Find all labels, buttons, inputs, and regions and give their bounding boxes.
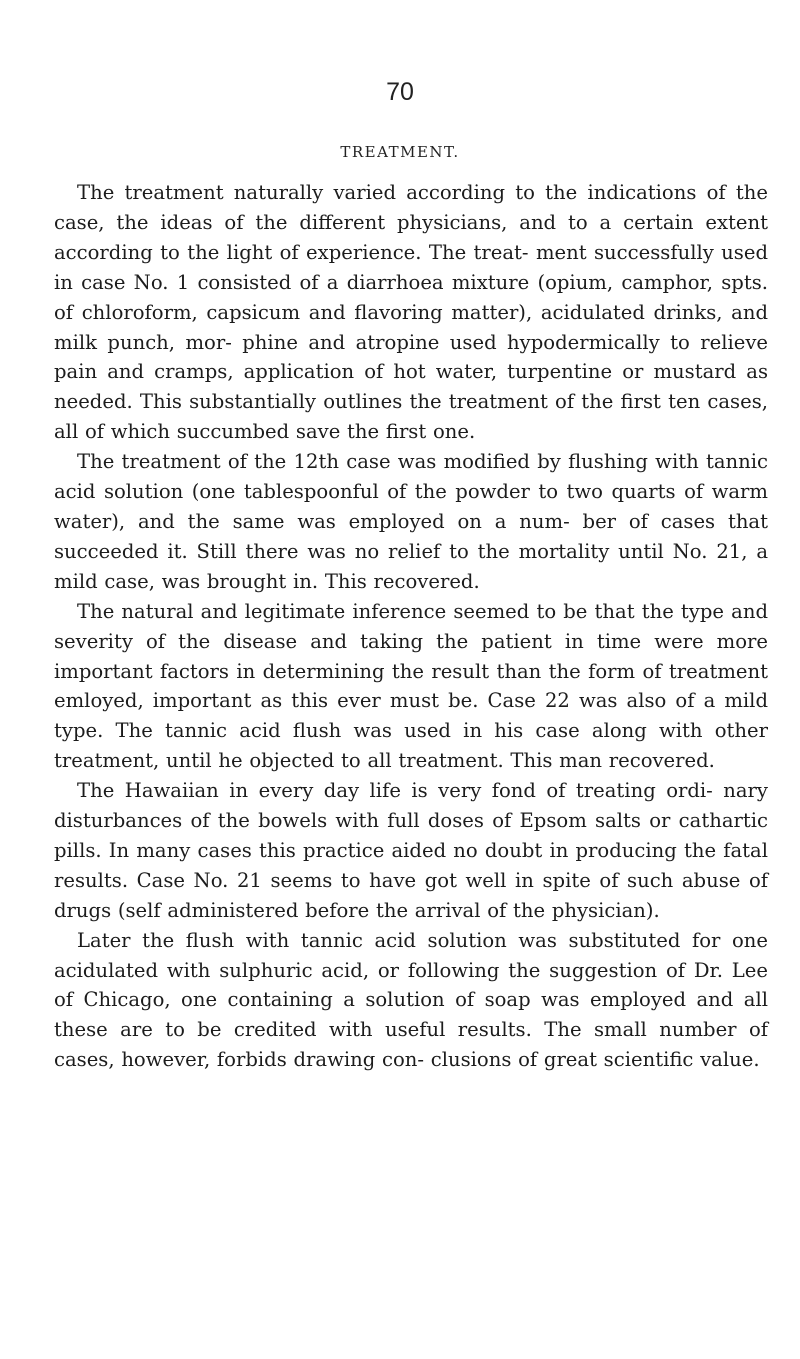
paragraph: Later the flush with tannic acid solution was substituted for one acidulated with sulphuric acid, or following the suggestion of Dr. Lee of Chicago, one containing a solution of soap was employed and all these are to be credited with useful results. The small number of cases, however, forbids drawing con- clusions of great scientific value. [54,928,768,1072]
paragraph: The treatment of the 12th case was modified by flushing with tannic acid solution (one tablespoonful of the powder to two quarts of warm water), and the same was employed on a num- ber of cases that succeeded it. Still there was no relief to the mortality until No. 21, a mild case, was brought in. This recovered. [54,450,768,593]
paragraph: The natural and legitimate inference seemed to be that the type and severity of the disease and taking the patient in time were more important factors in determining the result than the form of treatment emloyed, important as this ever must be. Case 22 was also of a mild type. The tannic acid flush was used in his case along with other treatment, until he objected to all treatment. This man recovered. [54,599,768,773]
paragraph: The treatment naturally varied according to the indications of the case, the ideas of the different physicians, and to a certain extent according to the light of experience. The treat- ment successfully used in case No. 1 consisted of a diarrhoea mixture (opium, camphor, spts. of chloroform, capsicum and flavoring matter), acidulated drinks, and milk punch, mor- phine and atropine used hypodermically to relieve pain and cramps, application of hot water, turpentine or mustard as needed. This substantially outlines the treatment of the first ten cases, all of which succumbed save the first one. [54,181,768,444]
page-number: 70 [386,78,414,106]
section-heading: TREATMENT. [340,143,460,161]
paragraph: The Hawaiian in every day life is very fond of treating ordi- nary disturbances of the bowels with full doses of Epsom salts or cathartic pills. In many cases this practice aided no doubt in producing the fatal results. Case No. 21 seems to have got well in spite of such abuse of drugs (self administered before the arrival of the physician). [54,779,768,922]
body-text [54,178,768,1075]
